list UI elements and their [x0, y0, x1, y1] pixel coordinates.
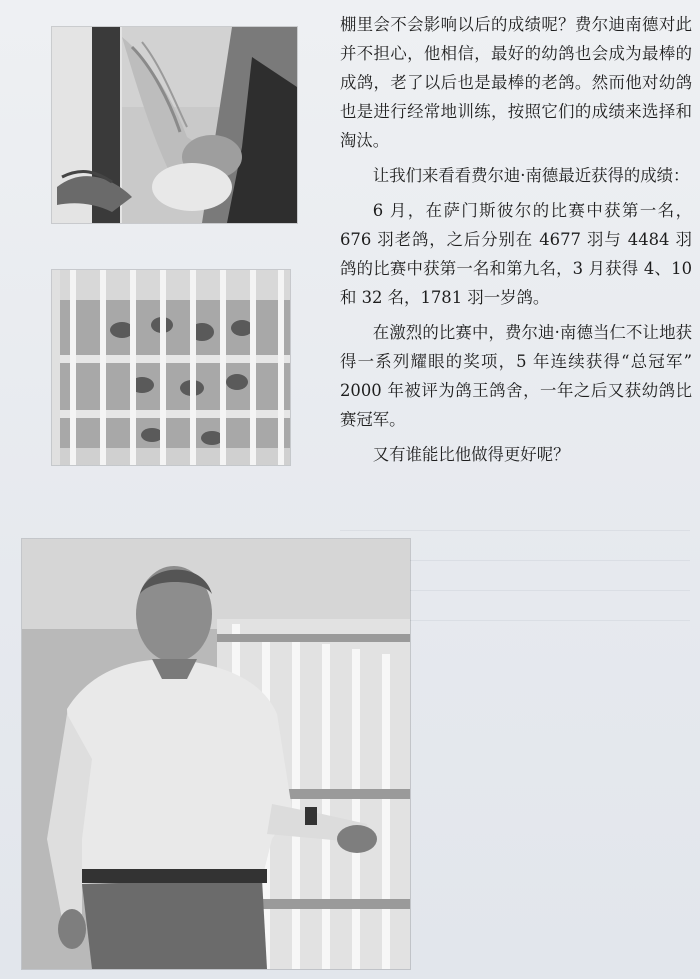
paragraph: 在激烈的比赛中，费尔迪·南德当仁不让地获得一系列耀眼的奖项，5 年连续获得“总冠军” 2000 年被评为鸽王鸽舍，一年之后又获幼鸽比赛冠军。	[340, 323, 692, 429]
pigeons-in-hand-photo	[52, 27, 297, 223]
paragraph: 让我们来看看费尔迪·南德最近获得的成绩：	[372, 166, 690, 185]
paragraph: 棚里会不会影响以后的成绩呢？费尔迪南德对此并不担心，他相信，最好的幼鸽也会成为最棒的成鸽，老了以后也是最棒的老鸽。然而他对幼鸽也是进行经常地训练，按照它们的成绩来选择和淘汰。	[340, 15, 692, 150]
pigeon-loft-cage-photo	[52, 270, 290, 465]
man-standing-by-loft-photo	[22, 539, 410, 969]
closing-question: 又有谁能比他做得更好呢？	[372, 445, 570, 464]
article-text	[340, 10, 692, 475]
paragraph: 6 月，在萨门斯彼尔的比赛中获第一名，676 羽老鸽，之后分别在 4677 羽与 4484 羽鸽的比赛中获第一名和第九名，3 月获得 4、10 和 32 名，1781 羽一岁鸽。	[340, 201, 692, 307]
